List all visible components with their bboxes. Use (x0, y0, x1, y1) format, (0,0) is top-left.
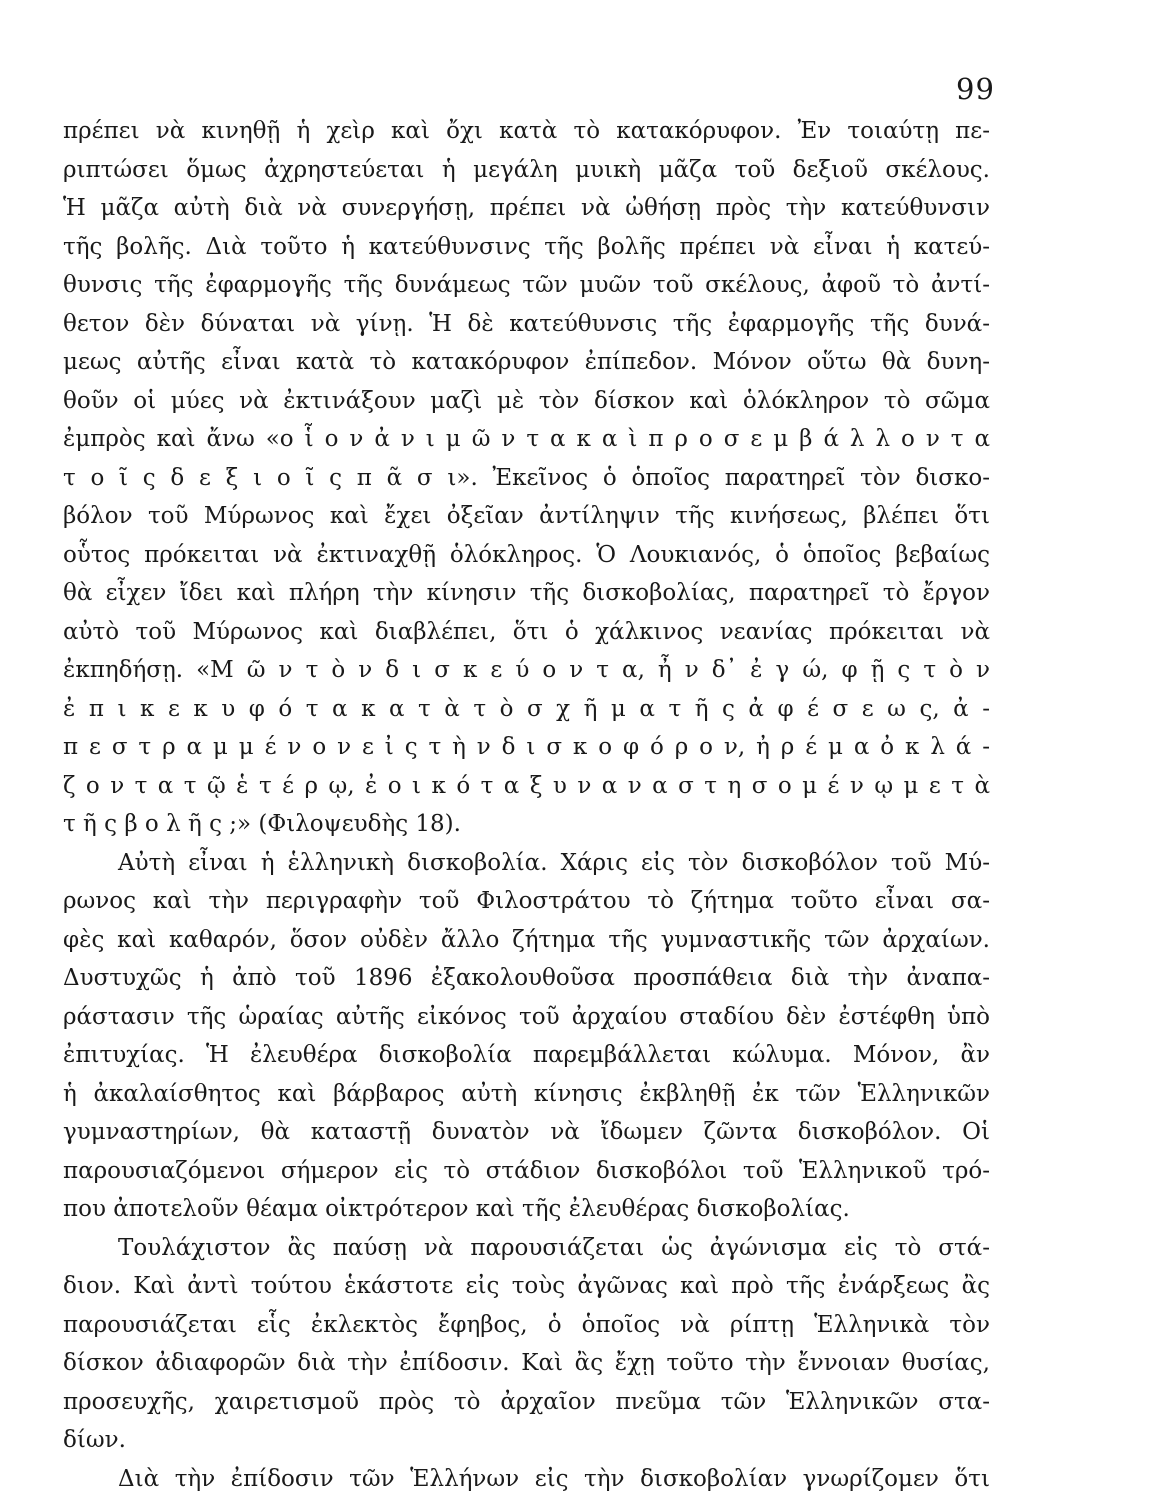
text-line: ριπτώσει ὅμως ἀχρηστεύεται ἡ μεγάλη μυικὴ μᾶζα τοῦ δεξιοῦ σκέλους. (63, 156, 990, 183)
text-line: γυμναστηρίων, θὰ καταστῇ δυνατὸν νὰ ἴδωμεν ζῶντα δισκοβόλον. Οἱ (63, 1119, 990, 1145)
text-line: θὰ εἶχεν ἴδει καὶ πλήρη τὴν κίνησιν τῆς δισκοβολίας, παρατηρεῖ τὸ ἔργον (63, 580, 990, 606)
text-line: ρωνος καὶ τὴν περιγραφὴν τοῦ Φιλοστράτου τὸ ζήτημα τοῦτο εἶναι σα- (63, 888, 990, 914)
text-line: ζ ο ν τ α τ ῷ ἑ τ έ ρ ῳ, ἐ ο ι κ ό τ α ξ υ ν α ν α σ τ η σ ο μ έ ν ῳ μ ε τ ὰ (63, 772, 990, 799)
paragraph-first-line: Αὐτὴ εἶναι ἡ ἑλληνικὴ δισκοβολία. Χάρις εἰς τὸν δισκοβόλον τοῦ Μύ- (118, 849, 990, 876)
text-line: παρουσιαζόμενοι σήμερον εἰς τὸ στάδιον δισκοβόλοι τοῦ Ἑλληνικοῦ τρό- (63, 1157, 990, 1184)
text-line: τ ο ῖ ς δ ε ξ ι ο ῖ ς π ᾶ σ ι». Ἐκεῖνος ὁ ὁποῖος παρατηρεῖ τὸν δισκο- (63, 464, 990, 491)
text-line: ἡ ἀκαλαίσθητος καὶ βάρβαρος αὐτὴ κίνησις ἐκβληθῇ ἐκ τῶν Ἑλληνικῶν (63, 1080, 990, 1107)
text-line: Ἡ μᾶζα αὐτὴ διὰ νὰ συνεργήσῃ, πρέπει νὰ ὠθήσῃ πρὸς τὴν κατεύθυνσιν (63, 195, 990, 221)
text-line: μεως αὐτῆς εἶναι κατὰ τὸ κατακόρυφον ἐπίπεδον. Μόνον οὕτω θὰ δυνη- (63, 349, 990, 375)
text-line: ράστασιν τῆς ὡραίας αὐτῆς εἰκόνος τοῦ ἀρχαίου σταδίου δὲν ἐστέφθη ὑπὸ (63, 1003, 990, 1030)
body-text (63, 112, 990, 1498)
text-line: δίσκον ἀδιαφορῶν διὰ τὴν ἐπίδοσιν. Καὶ ἂς ἔχῃ τοῦτο τὴν ἔννοιαν θυσίας, (63, 1350, 990, 1376)
text-line: π ε σ τ ρ α μ μ έ ν ο ν ε ἰ ς τ ὴ ν δ ι σ κ ο φ ό ρ ο ν, ἠ ρ έ μ α ὀ κ λ ά - (63, 734, 990, 760)
text-line: δίων. (63, 1427, 126, 1453)
text-line: ἐπιτυχίας. Ἡ ἐλευθέρα δισκοβολία παρεμβάλλεται κώλυμα. Μόνον, ἂν (63, 1042, 990, 1068)
text-line: θετον δὲν δύναται νὰ γίνῃ. Ἡ δὲ κατεύθυνσις τῆς ἐφαρμογῆς τῆς δυνά- (63, 310, 990, 337)
text-line: ἐμπρὸς καὶ ἄνω «ο ἷ ο ν ἀ ν ι μ ῶ ν τ α κ α ὶ π ρ ο σ ε μ β ά λ λ ο ν τ α (63, 426, 990, 452)
text-line: αὐτὸ τοῦ Μύρωνος καὶ διαβλέπει, ὅτι ὁ χάλκινος νεανίας πρόκειται νὰ (63, 618, 990, 645)
paragraph-first-line: Διὰ τὴν ἐπίδοσιν τῶν Ἑλλήνων εἰς τὴν δισκοβολίαν γνωρίζομεν ὅτι (118, 1465, 990, 1492)
text-line: που ἀποτελοῦν θέαμα οἰκτρότερον καὶ τῆς ἐλευθέρας δισκοβολίας. (63, 1196, 850, 1222)
text-line: θοῦν οἱ μύες νὰ ἐκτινάξουν μαζὶ μὲ τὸν δίσκον καὶ ὁλόκληρον τὸ σῶμα (63, 387, 990, 414)
text-line: προσευχῆς, χαιρετισμοῦ πρὸς τὸ ἀρχαῖον πνεῦμα τῶν Ἑλληνικῶν στα- (63, 1388, 990, 1415)
text-line: Δυστυχῶς ἡ ἀπὸ τοῦ 1896 ἐξακολουθοῦσα προσπάθεια διὰ τὴν ἀναπα- (63, 965, 990, 991)
text-line: οὗτος πρόκειται νὰ ἐκτιναχθῇ ὁλόκληρος. Ὁ Λουκιανός, ὁ ὁποῖος βεβαίως (63, 541, 990, 568)
text-line: τ ῆ ς β ο λ ῆ ς ;» (Φιλοψευδὴς 18). (63, 811, 461, 837)
text-line: διον. Καὶ ἀντὶ τούτου ἑκάστοτε εἰς τοὺς ἀγῶνας καὶ πρὸ τῆς ἐνάρξεως ἂς (63, 1273, 990, 1299)
text-line: φὲς καὶ καθαρόν, ὅσον οὐδὲν ἄλλο ζήτημα τῆς γυμναστικῆς τῶν ἀρχαίων. (63, 926, 990, 953)
paragraph-first-line: Τουλάχιστον ἂς παύσῃ νὰ παρουσιάζεται ὡς ἀγώνισμα εἰς τὸ στά- (118, 1234, 990, 1261)
text-line: παρουσιάζεται εἷς ἐκλεκτὸς ἔφηβος, ὁ ὁποῖος νὰ ρίπτῃ Ἑλληνικὰ τὸν (63, 1311, 990, 1338)
text-line: τῆς βολῆς. Διὰ τοῦτο ἡ κατεύθυνσινς τῆς βολῆς πρέπει νὰ εἶναι ἡ κατεύ- (63, 233, 990, 260)
text-line: βόλον τοῦ Μύρωνος καὶ ἔχει ὀξεῖαν ἀντίληψιν τῆς κινήσεως, βλέπει ὅτι (63, 503, 990, 529)
page-number: 99 (956, 72, 995, 106)
text-line: ἐ π ι κ ε κ υ φ ό τ α κ α τ ὰ τ ὸ σ χ ῆ μ α τ ῆ ς ἀ φ έ σ ε ω ς, ἀ - (63, 695, 990, 722)
text-line: ἐκπηδήσῃ. «Μ ῶ ν τ ὸ ν δ ι σ κ ε ύ ο ν τ α, ἦ ν δ᾽ ἐ γ ώ, φ ῇ ς τ ὸ ν (63, 657, 990, 683)
text-line: θυνσις τῆς ἐφαρμογῆς τῆς δυνάμεως τῶν μυῶν τοῦ σκέλους, ἀφοῦ τὸ ἀντί- (63, 272, 990, 298)
text-line: πρέπει νὰ κινηθῇ ἡ χεὶρ καὶ ὄχι κατὰ τὸ κατακόρυφον. Ἐν τοιαύτῃ πε- (63, 118, 990, 144)
